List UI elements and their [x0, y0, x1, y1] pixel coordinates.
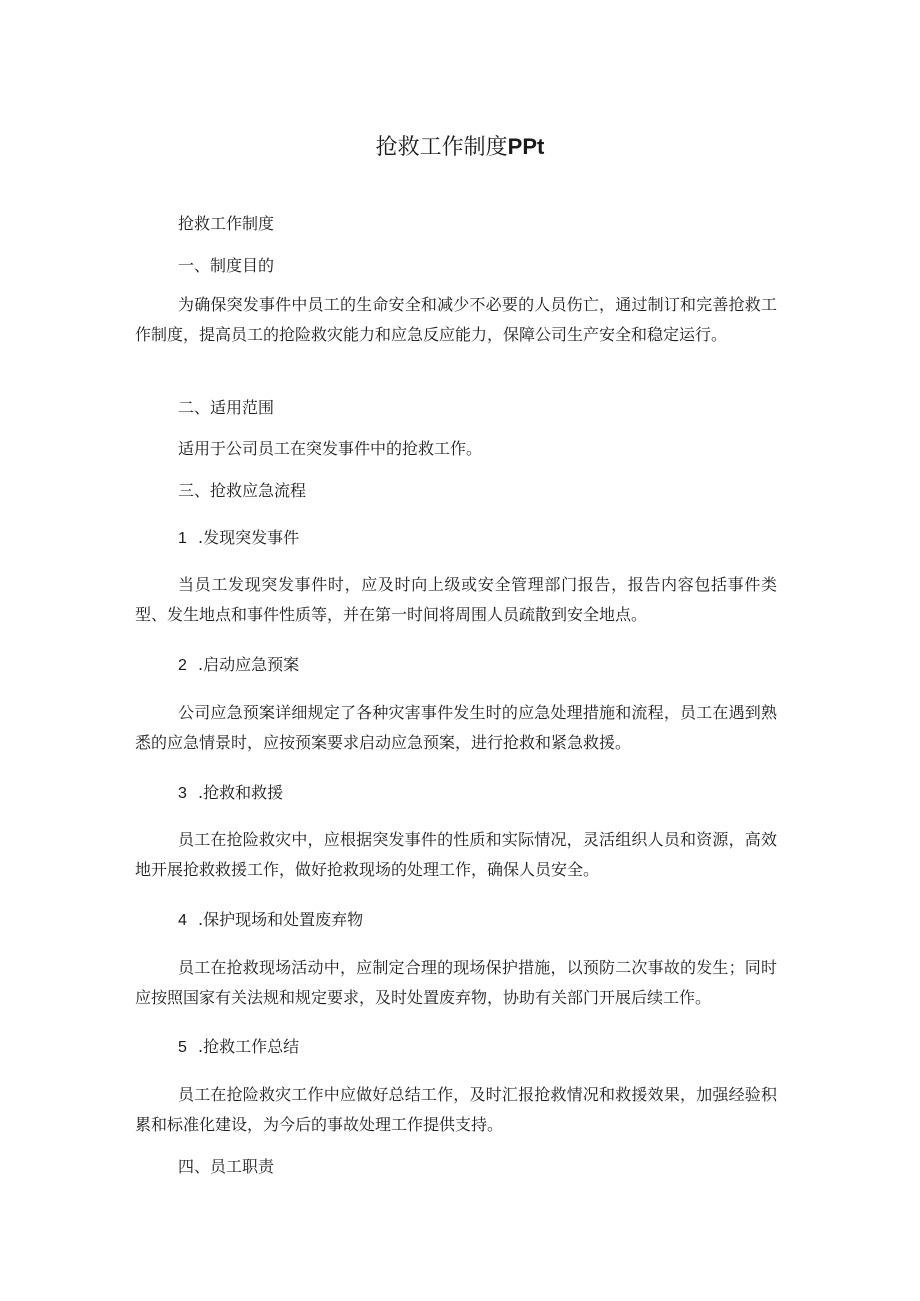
step-number: 3 — [178, 785, 187, 802]
subtitle: 抢救工作制度 — [178, 214, 275, 233]
section-heading-process: 三、抢救应急流程 — [178, 481, 307, 500]
section-heading-scope: 二、适用范围 — [178, 398, 275, 417]
title-latin: PPt — [507, 134, 545, 159]
step-label: .启动应急预案 — [198, 655, 300, 674]
step-number: 1 — [178, 530, 187, 547]
title-chinese: 抢救工作制度 — [375, 135, 508, 160]
step-body: 员工在抢救现场活动中，应制定合理的现场保护措施，以预防二次事故的发生；同时应按照国家有关法规和规定要求，及时处置废弃物，协助有关部门开展后续工作。 — [135, 958, 777, 1007]
document-title — [0, 132, 920, 163]
step-heading — [178, 1035, 299, 1060]
section-body-purpose: 为确保突发事件中员工的生命安全和减少不必要的人员伤亡，通过制订和完善抢救工作制度，提高员工的抢险救灾能力和应急反应能力，保障公司生产安全和稳定运行。 — [135, 295, 777, 344]
step-body: 员工在抢险救灾中，应根据突发事件的性质和实际情况，灵活组织人员和资源，高效地开展抢救救援工作，做好抢救现场的处理工作，确保人员安全。 — [135, 830, 777, 879]
step-number: 2 — [178, 657, 187, 674]
section-body-scope: 适用于公司员工在突发事件中的抢救工作。 — [178, 439, 483, 458]
step-body: 员工在抢险救灾工作中应做好总结工作，及时汇报抢救情况和救援效果，加强经验积累和标准化建设，为今后的事故处理工作提供支持。 — [135, 1085, 777, 1134]
step-heading — [178, 781, 283, 806]
section-heading-duties: 四、员工职责 — [178, 1157, 275, 1176]
step-body: 公司应急预案详细规定了各种灾害事件发生时的应急处理措施和流程，员工在遇到熟悉的应急情景时，应按预案要求启动应急预案，进行抢救和紧急救援。 — [135, 703, 777, 752]
step-number: 4 — [178, 912, 187, 929]
step-label: .抢救工作总结 — [198, 1037, 300, 1056]
step-label: .发现突发事件 — [198, 528, 300, 547]
step-label: .保护现场和处置废弃物 — [198, 910, 364, 929]
step-body: 当员工发现突发事件时，应及时向上级或安全管理部门报告，报告内容包括事件类型、发生地点和事件性质等，并在第一时间将周围人员疏散到安全地点。 — [135, 575, 777, 624]
step-label: .抢救和救援 — [198, 783, 284, 802]
step-heading — [178, 653, 299, 678]
step-heading — [178, 526, 299, 551]
step-heading — [178, 908, 363, 933]
step-number: 5 — [178, 1039, 187, 1056]
section-heading-purpose: 一、制度目的 — [178, 256, 275, 275]
